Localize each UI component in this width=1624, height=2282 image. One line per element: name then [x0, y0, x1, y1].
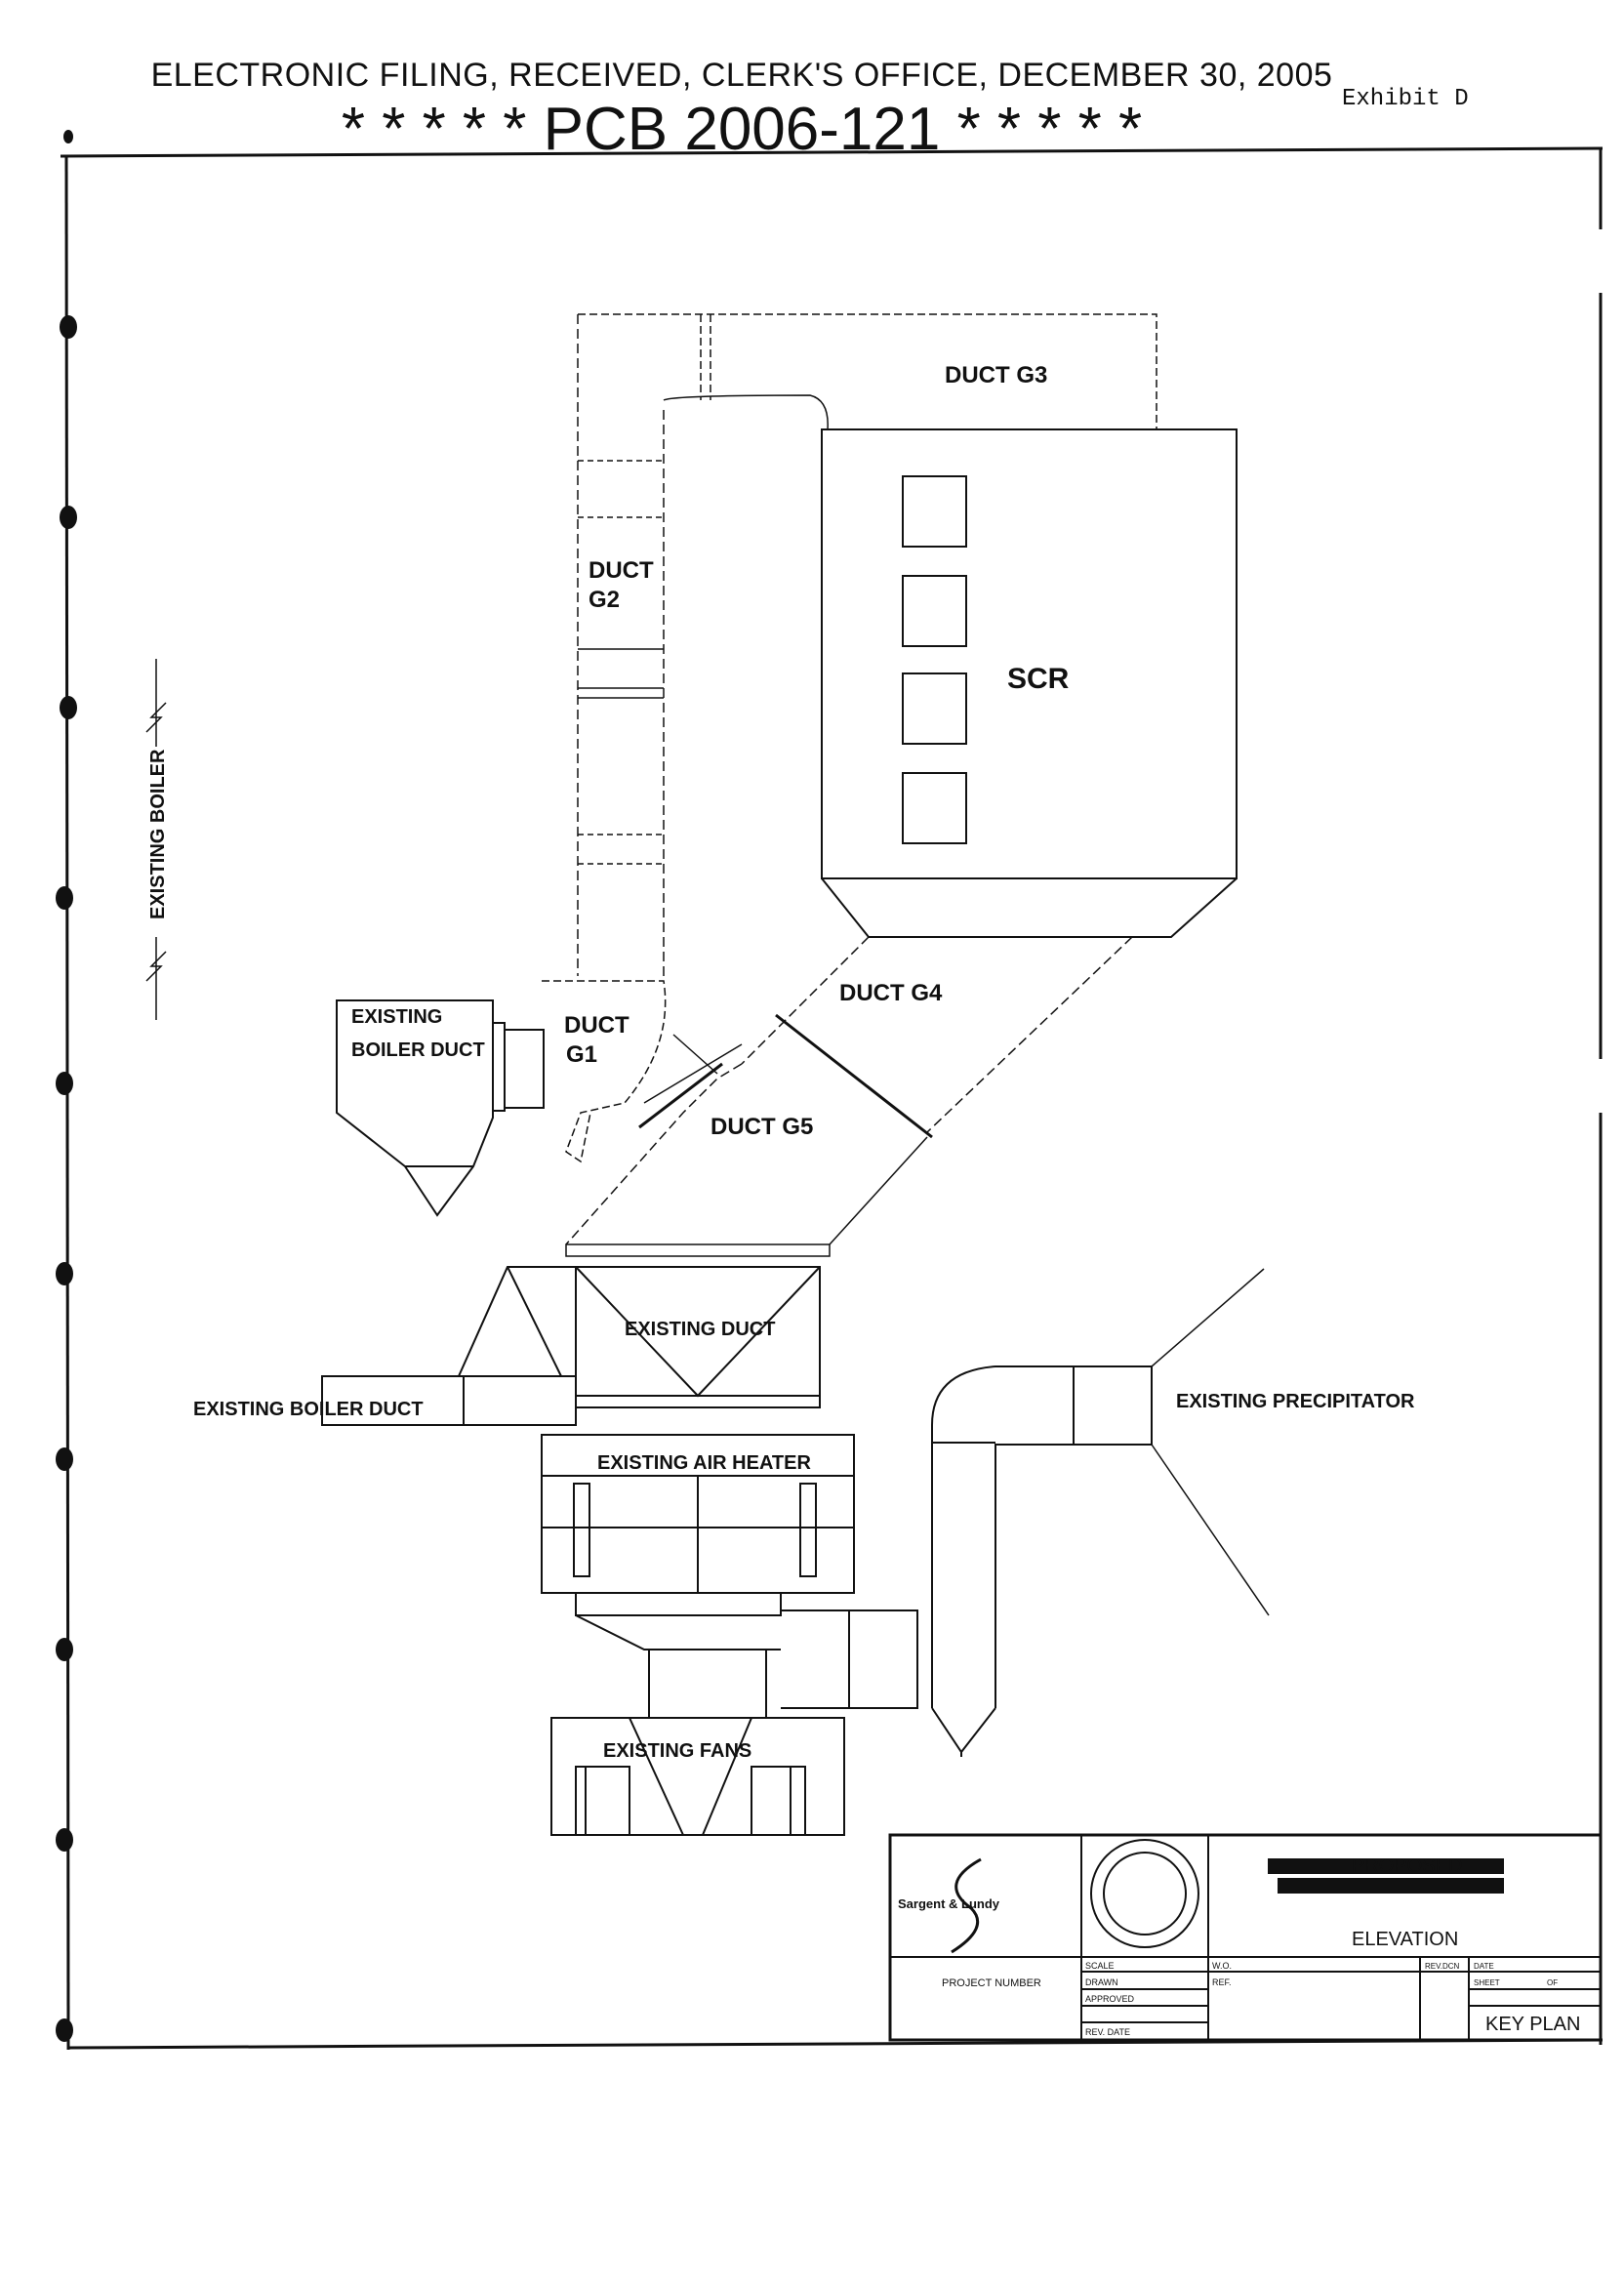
label-existing-boiler-duct-upper-line1: EXISTING: [351, 1006, 443, 1028]
title-block: [890, 1835, 1601, 2040]
wo-label: W.O.: [1212, 1961, 1232, 1971]
existing-boiler-duct-upper: [337, 1000, 544, 1215]
duct-g3: [578, 314, 1157, 429]
ref-label: REF.: [1212, 1977, 1232, 1987]
label-existing-fans: EXISTING FANS: [603, 1740, 752, 1762]
label-duct-g1-line2: G1: [566, 1041, 598, 1068]
project-number-label: PROJECT NUMBER: [942, 1977, 1041, 1989]
approved-label: APPROVED: [1085, 1994, 1135, 2004]
drawn-label: DRAWN: [1085, 1977, 1118, 1987]
catalyst-layer: [903, 773, 966, 843]
duct-to-precipitator: [781, 1366, 1152, 1757]
catalyst-layer: [903, 476, 966, 547]
drawing-border: [61, 148, 1603, 2050]
sheet-label: SHEET: [1474, 1978, 1500, 1987]
filing-stamp-line: ELECTRONIC FILING, RECEIVED, CLERK'S OFFICE, DECEMBER 30, 2005: [150, 57, 1333, 94]
redaction-bar: [1279, 1879, 1503, 1893]
label-existing-boiler: EXISTING BOILER: [147, 749, 169, 919]
key-plan-label: KEY PLAN: [1485, 2014, 1581, 2035]
label-duct-g4: DUCT G4: [839, 980, 943, 1006]
label-duct-g5: DUCT G5: [710, 1114, 814, 1140]
label-duct-g2-line1: DUCT: [589, 557, 654, 584]
of-label: OF: [1547, 1978, 1559, 1987]
label-existing-duct: EXISTING DUCT: [625, 1319, 776, 1340]
duct-g4: [742, 937, 1132, 1137]
label-existing-boiler-duct-upper-line2: BOILER DUCT: [351, 1039, 485, 1061]
label-existing-air-heater: EXISTING AIR HEATER: [597, 1452, 811, 1474]
drawing-title-line1: PROPOSED: [1352, 1855, 1463, 1877]
company-name: Sargent & Lundy: [898, 1896, 1000, 1911]
scale-label: SCALE: [1085, 1961, 1115, 1971]
company-seal: [1091, 1840, 1198, 1947]
label-duct-g3: DUCT G3: [945, 362, 1048, 388]
catalyst-layer: [903, 576, 966, 646]
catalyst-layer: [903, 673, 966, 744]
exhibit-label: Exhibit D: [1342, 86, 1469, 112]
label-duct-g1-line1: DUCT: [564, 1012, 629, 1039]
date-label: DATE: [1474, 1962, 1494, 1971]
label-duct-g2-line2: G2: [589, 587, 621, 613]
duct-g2: [578, 314, 828, 976]
existing-precipitator: [1152, 1269, 1269, 1615]
label-scr: SCR: [1007, 663, 1070, 695]
case-number-line: * * * * * PCB 2006-121 * * * * *: [341, 96, 1143, 163]
drawing-title-line3: ELEVATION: [1352, 1929, 1459, 1950]
label-existing-boiler-duct-lower: EXISTING BOILER DUCT: [193, 1399, 424, 1420]
rev-dcn-label: REV.DCN: [1425, 1962, 1460, 1971]
rev-date-label: REV. DATE: [1085, 2027, 1131, 2037]
label-existing-precipitator: EXISTING PRECIPITATOR: [1176, 1391, 1415, 1412]
